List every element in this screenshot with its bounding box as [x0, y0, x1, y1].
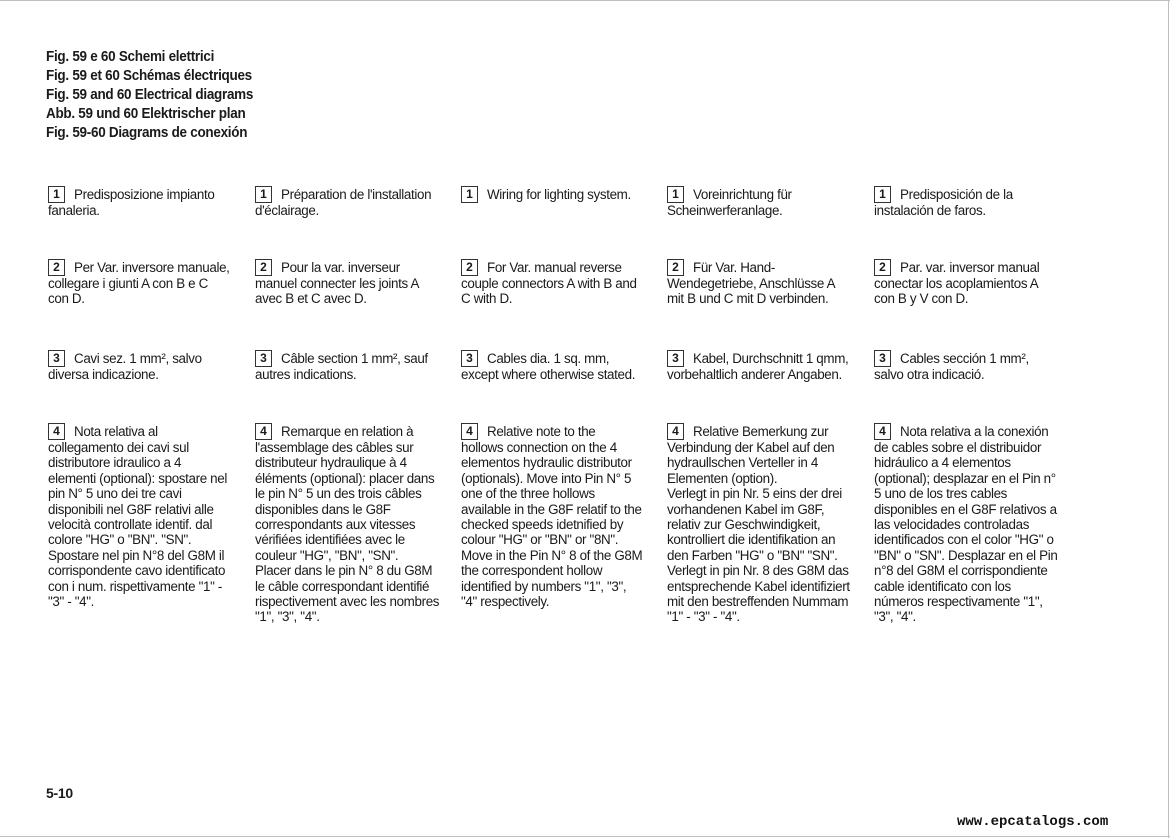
note-3	[48, 350, 244, 382]
note-text: Wiring for lighting system.	[487, 187, 631, 202]
note-4	[255, 423, 451, 625]
note-number-box: 1	[255, 186, 272, 203]
note-2	[48, 259, 244, 307]
note-4	[48, 423, 244, 609]
note-text: Voreinrichtung für Scheinwerferanlage.	[667, 187, 792, 218]
watermark-url: www.epcatalogs.com	[957, 814, 1109, 830]
title-spanish: Fig. 59-60 Diagrams de conexión	[46, 125, 248, 141]
note-number-box: 4	[255, 423, 272, 440]
note-text: Per Var. inversore manuale, collegare i giunti A con B e C con D.	[48, 260, 230, 307]
note-1	[461, 186, 657, 203]
note-text: Cables sección 1 mm², salvo otra indicació.	[874, 351, 1029, 382]
note-text: Préparation de l'installation d'éclairage.	[255, 187, 432, 218]
note-2	[874, 259, 1070, 307]
note-number-box: 4	[461, 423, 478, 440]
note-number-box: 4	[667, 423, 684, 440]
note-number-box: 2	[255, 259, 272, 276]
title-italian: Fig. 59 e 60 Schemi elettrici	[46, 49, 215, 65]
note-text: Pour la var. inverseur manuel connecter les joints A avec B et C avec D.	[255, 260, 420, 307]
page-border-bottom	[0, 836, 1170, 837]
note-1	[48, 186, 244, 218]
note-text: Relative note to the hollows connection on the 4 elementos hydraulic distributor (optionals). Move into Pin N° 5 one of the three hollows available in the G8F relatif to the checked speeds idetnified by colour "HG" or "BN" or "8N". Move in the Pin N° 8 of the G8M the correspondent hollow identified by numbers "1", "3", "4" respectively.	[461, 424, 643, 610]
note-number-box: 4	[874, 423, 891, 440]
note-text: Cavi sez. 1 mm², salvo diversa indicazione.	[48, 351, 202, 382]
page-border-top	[0, 0, 1170, 1]
note-number-box: 3	[48, 350, 65, 367]
note-text: For Var. manual reverse couple connectors A with B and C with D.	[461, 260, 637, 307]
note-2	[461, 259, 657, 307]
note-number-box: 1	[667, 186, 684, 203]
note-number-box: 4	[48, 423, 65, 440]
note-1	[667, 186, 863, 218]
note-1	[255, 186, 451, 218]
note-text: Nota relativa al collegamento dei cavi sul distributore idraulico a 4 elementi (optional): spostare nel pin N° 5 uno dei tre cavi disponibili nel G8F relativi alle velocità controllate identif. dal colore "HG" o "BN". "SN". Spostare nel pin N°8 del G8M il corrispondente cavo identificato con i num. rispettivamente "1" - "3" - "4".	[48, 424, 227, 610]
note-number-box: 2	[874, 259, 891, 276]
title-french: Fig. 59 et 60 Schémas électriques	[46, 68, 252, 84]
note-text: Predisposición de la instalación de faros.	[874, 187, 1013, 218]
note-number-box: 1	[874, 186, 891, 203]
figure-titles	[46, 48, 446, 143]
note-2	[255, 259, 451, 307]
note-text: Predisposizione impianto fanaleria.	[48, 187, 215, 218]
note-text: Kabel, Durchschnitt 1 qmm, vorbehaltlich anderer Angaben.	[667, 351, 849, 382]
note-4	[461, 423, 657, 609]
note-number-box: 2	[667, 259, 684, 276]
note-text: Cables dia. 1 sq. mm, except where otherwise stated.	[461, 351, 636, 382]
note-number-box: 1	[461, 186, 478, 203]
note-3	[461, 350, 657, 382]
note-text: Für Var. Hand- Wendegetriebe, Anschlüsse A mit B und C mit D verbinden.	[667, 260, 836, 307]
note-text: Remarque en relation à l'assemblage des câbles sur distributeur hydraulique à 4 éléments (optional): placer dans le pin N° 5 un des trois câbles disponibles dans le G8F correspondants aux vitesses vérifiées identifiées avec le couleur "HG", "BN", "SN". Placer dans le pin N° 8 du G8M le câble correspondant identifié rispectivement avec les nombres "1", "3", "4".	[255, 424, 440, 625]
note-4	[667, 423, 863, 625]
note-text: Par. var. inversor manual conectar los acoplamientos A con B y V con D.	[874, 260, 1040, 307]
note-2	[667, 259, 863, 307]
note-text: Câble section 1 mm², sauf autres indications.	[255, 351, 428, 382]
note-1	[874, 186, 1070, 218]
note-number-box: 3	[461, 350, 478, 367]
note-text: Relative Bemerkung zur Verbindung der Kabel auf den hydraullschen Verteller in 4 Elementen (option). Verlegt in pin Nr. 5 eins der drei vorhandenen Kabel im G8F, relativ zur Geschwindigkeit, kontrolliert die identifikation an den Farben "HG" o "BN" "SN". Verlegt in pin Nr. 8 des G8M das entsprechende Kabel identifiziert mit den bestreffenden Nummam "1" - "3" - "4".	[667, 424, 850, 625]
page-number: 5-10	[46, 785, 73, 801]
note-3	[874, 350, 1070, 382]
title-english: Fig. 59 and 60 Electrical diagrams	[46, 87, 254, 103]
note-number-box: 3	[255, 350, 272, 367]
note-number-box: 3	[874, 350, 891, 367]
note-number-box: 2	[461, 259, 478, 276]
title-german: Abb. 59 und 60 Elektrischer plan	[46, 106, 246, 122]
note-3	[667, 350, 863, 382]
note-4	[874, 423, 1070, 625]
note-3	[255, 350, 451, 382]
note-number-box: 3	[667, 350, 684, 367]
note-number-box: 1	[48, 186, 65, 203]
page-border-right	[1168, 0, 1169, 838]
note-text: Nota relativa a la conexión de cables sobre el distribuidor hidráulico a 4 elementos (optional); desplazar en el Pin n° 5 uno de los tres cables disponibles en el G8F relativos a las velocidades controladas identificados con el color "HG" o "BN" o "SN". Desplazar en el Pin n°8 del G8M el corrispondiente cable identificato con los números respectivamente "1", "3", "4".	[874, 424, 1058, 625]
note-number-box: 2	[48, 259, 65, 276]
